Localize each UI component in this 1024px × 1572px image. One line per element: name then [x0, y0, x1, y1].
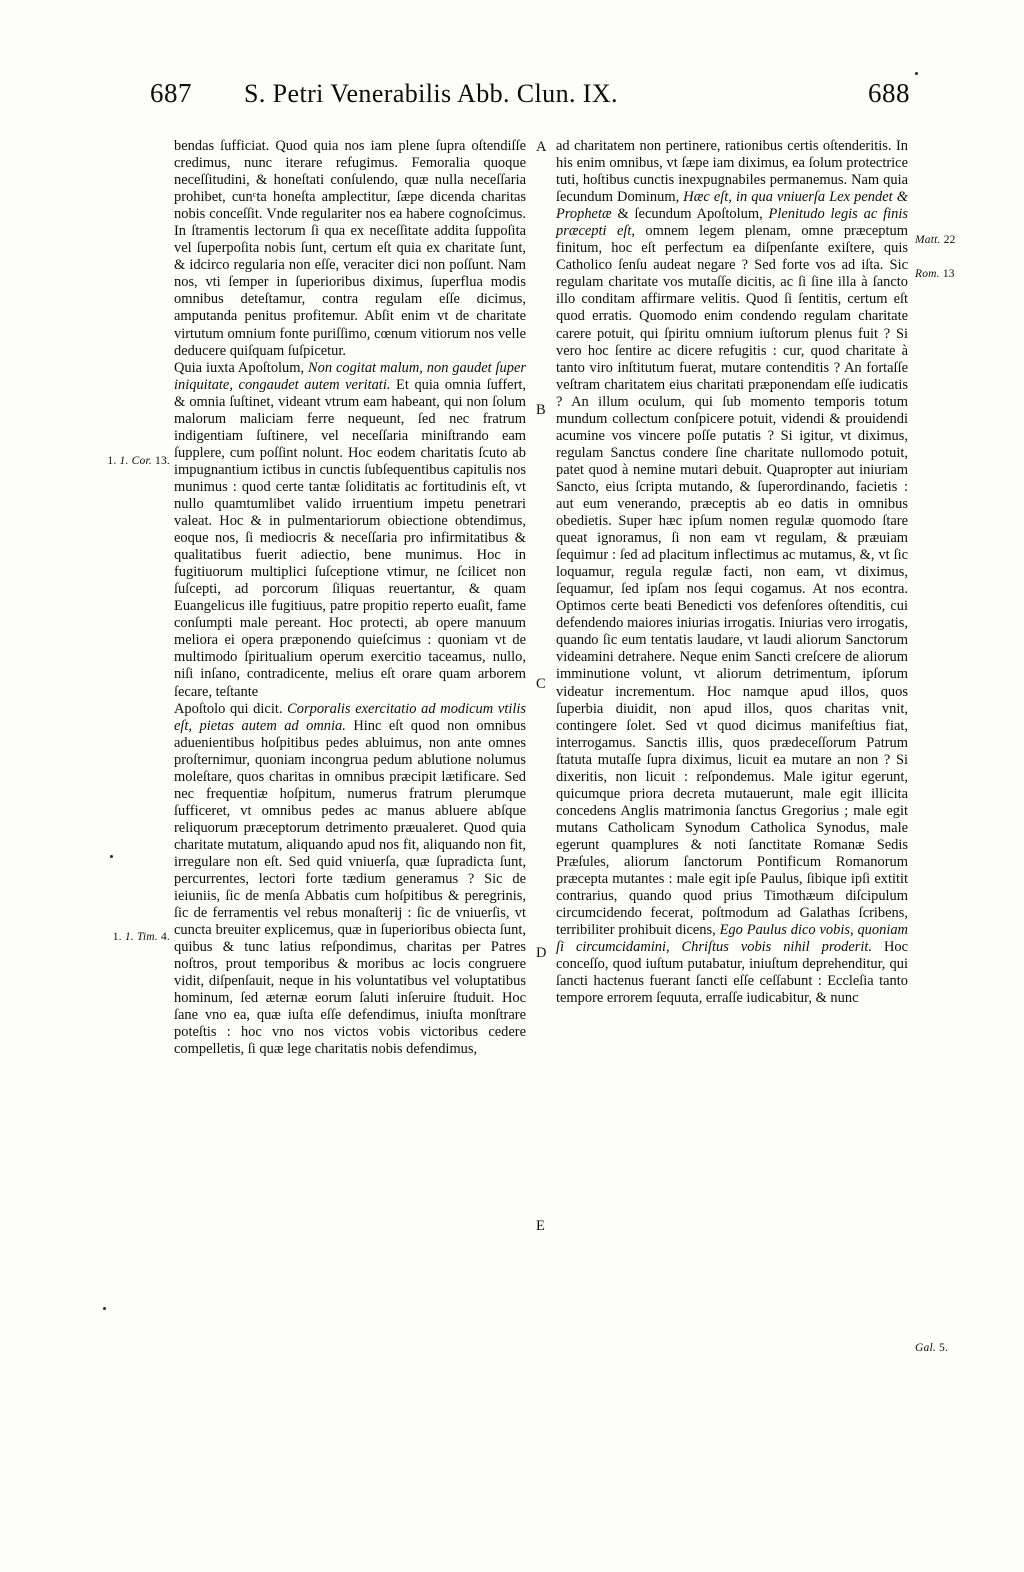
- column-left: [174, 138, 526, 1059]
- margin-note-chapter: 5.: [939, 1342, 949, 1354]
- scripture-quote: Ego Paulus dico vobis, quoniam ſi circumcidamini, Chriſtus vobis nihil proderit.: [556, 922, 908, 956]
- margin-note-1-cor-13: [60, 455, 170, 468]
- paragraph: [174, 360, 526, 701]
- paragraph-text: Hoc conceſſo, quod iuſtum putabatur, iniuſtum deprehenditur, qui ſancti hactenus fuerant ſancti eſſe ceſſabunt : Eccleſia tanto tempore errorem ſequuta, erraſſe iudicabitur, & nunc: [556, 939, 908, 1007]
- paragraph: [174, 701, 526, 1059]
- margin-note-chapter: 22: [943, 234, 956, 246]
- margin-note-book: 1. Cor.: [119, 455, 152, 467]
- page-title: S. Petri Venerabilis Abb. Clun. IX.: [244, 79, 618, 108]
- paragraph-lead: Quia iuxta Apoſtolum,: [174, 359, 308, 376]
- margin-note-rom-13: [915, 268, 1020, 281]
- paragraph: [556, 138, 908, 1007]
- folio-number-left: 687: [150, 78, 192, 108]
- margin-note-book: 1. Tim.: [124, 931, 158, 943]
- column-right: [556, 138, 908, 1007]
- margin-note-chapter: 13.: [155, 455, 170, 467]
- section-marker-b: B: [536, 402, 546, 418]
- margin-note-chapter: 4.: [160, 931, 170, 943]
- section-marker-c: C: [536, 676, 546, 692]
- section-marker-a: A: [536, 139, 547, 155]
- margin-note-1-tim-4: [60, 931, 170, 944]
- section-marker-e: E: [536, 1218, 545, 1234]
- running-head: [150, 78, 910, 120]
- scan-speck: [110, 855, 113, 858]
- scripture-quote: Hæc eſt, in qua vniuerſa Lex pendet & Prophetæ: [556, 189, 908, 223]
- margin-note-matt-22: [915, 234, 1020, 247]
- margin-note-gal-5: [915, 1342, 1020, 1355]
- paragraph-text: Hinc eſt quod non omnibus aduenientibus hoſpitibus pedes abluimus, non ante omnes proſternimur, quoniam incongrua pedum ablutione nolumus moleſtare, quos charitas in omnibus præcipit lætificare. Sed nec frequentiæ hoſpitum, numerus fratrum plerumque ſufficeret, vt omnibus pedes ac manus abluere abſque reliquorum præceptorum detrimento præualeret. Quod quia charitate mutatum, aliquando apud nos fit, aliquando non fit, irregulare non eſt. Sed quid vniuerſa, quæ ſupradicta ſunt, percurrentes, lectori forte tædium generamus ? Sic de ieiuniis, ſic de menſa Abbatis cum hoſpitibus & peregrinis, ſic de ferramentis vel rebus monaſterij : ſic de vniuerſis, vt cuncta breuiter explicemus, quæ in ſuperioribus obiecta ſunt, quibus & tunc latius reſpondimus, charitas per Patres noſtros, prout temporibus & moribus ac locis congruere vidit, diſpenſauit, neque in his voluntatibus vel voluptatibus hominum, ſed æternæ eorum ſaluti inſeruire ſtuduit. Hoc ſane vno ea, quæ iuſta eſſe defendimus, iniuſta monſtrare poteſtis : hoc vno nos victos vobis victoribus cedere compelletis, ſi quæ lege charitatis nobis defendimus,: [174, 717, 526, 1058]
- margin-note-chapter: 13: [942, 268, 955, 280]
- scripture-quote: Corporalis exercitatio ad modicum vtilis eſt, pietas autem ad omnia.: [174, 700, 526, 734]
- margin-note-book: Gal.: [915, 1342, 936, 1354]
- scan-speck: [103, 1307, 106, 1310]
- section-marker-d: D: [536, 945, 547, 961]
- paragraph-lead: Apoſtolo qui dicit.: [174, 700, 288, 717]
- margin-note-ordinal: 1.: [107, 455, 120, 467]
- scripture-quote: Plenitudo legis ac finis præcepti eſt,: [556, 206, 908, 240]
- folio-number-right: 688: [868, 78, 910, 108]
- scripture-quote: Non cogitat malum, non gaudet ſuper iniquitate, congaudet autem veritati.: [174, 359, 526, 393]
- paragraph-text: omnem legem plenam, omne præceptum finitum, hoc eſt perfectum ea diſpenſante exiſtere, quis Catholico ſenſu audeat negare ? Sed forte vos ad iſta. Sic regulam charitate vos mutaſſe dicitis, ac ſi ſine illa à ſancto illo conditam affirmare velitis. Quod ſi ſentitis, certum eſt quod erratis. Quomodo enim condendo regulam charitate carere potuit, qui ſpiritu omnium iuſtorum plenus fuit ? Si vero hoc ſentire ac dicere refugitis : cur, quod charitate à tanto viro inſtitutum fuerat, mutare contenditis ? An fortaſſe veſtram charitatem eius charitati præponendam eſſe iudicatis ? An illum oculum, qui ſub momento temporis totum mundum collectum conſpicere potuit, videndi & prouidendi acumine vos vincere poſſe putatis ? Si igitur, vt diximus, regulam Sanctus condere ſine charitate nullomodo potuit, patet quod à nemine mutari debuit. Quapropter aut iniuriam Sancto, eius ſcripta mutando, & ſuperordinando, facietis : aut eum venerando, præceptis ab eo datis in omnibus obedietis. Super hæc ipſum nomen regulæ quomodo ſtare queat ignoramus, ſi non eam vt regulam, & præuiam ſequimur : ſed ad placitum inflectimus ac mutamus, &, vt ſic loquamur, regula regulæ facti, non eam, vt diximus, ſequamur, ſed ipſam nos ſequi cogamus. At nos econtra. Optimos certe beati Benedicti vos defenſores oſtenditis, cui defendendo maiores iniurias irrogatis. Iniurias vero irrogatis, quando ſic eum tentatis laudare, vt laudi aliorum Sanctorum videamini detrahere. Neque enim Sancti creſcere de aliorum imminutione volunt, vt aliorum detrimentum, ipſorum videatur incrementum. Hoc namque apud illos, quos ſuperbia diuidit, non apud illos, quos charitas vnit, contingere ſolet. Sed vt quod dicimus manifeſtius fiat, interrogamus. Sanctis illis, quos prædeceſſorum Patrum ſtatuta mutaſſe ſupra diximus, licuit ea mutare an non ? Si dixeritis, non licuit : reſpondemus. Male igitur egerunt, quicumque priora decreta mutauerunt, male egit illicita concedens Anglis matrimonia ſanctus Gregorius ; male egit mutans Catholicam Synodum Catholica Synodus, male egerunt quamplures & noti ſanctitate Romanæ Sedis Præſules, aliorum ſanctorum Pontificum Romanorum præcepta mutantes : male egit ipſe Paulus, ſibique ipſi extitit contrarius, quando quod prius Timothæum diſcipulum circumcidendo fecerat, poſtmodum ad Galathas ſcribens, terribiliter prohibuit dicens,: [556, 223, 908, 939]
- margin-note-book: Matt.: [915, 234, 941, 246]
- paragraph: [174, 138, 526, 360]
- paragraph-text: bendas ſufficiat. Quod quia nos iam plene ſupra oſtendiſſe credimus, nunc iterare refugimus. Femoralia quoque neceſſitudini, & honeſtati conſulendo, quæ nulla neceſſaria prohibet, cunᶜta honeſta amplectitur, ſæpe dicenda charitas nobis conceſſit. Vnde regulariter nos ea habere cognoſcimus. In ſtramentis lectorum ſi qua ex neceſſitate addita ſuppoſita vel ſuperpoſita nobis ſunt, certum eſt quia ex charitate ſunt, & idcirco regularia non eſſe, veraciter dici non poſſunt. Nam nos, vti ſemper in ſuperioribus diximus, ſuperflua modis omnibus deteſtamur, contra regulam eſſe dicimus, amputanda penitus profitemur. Abſit enim vt de charitate virtutum omnium fonte puriſſimo, cœnum vitiorum nos velle deducere quiſquam ſuſpicetur.: [174, 138, 526, 359]
- paragraph-text: ad charitatem non pertinere, rationibus certis oſtenderitis. In his enim omnibus, vt ſæpe iam diximus, ea ſolum protectrice tuti, hoſtibus cunctis inexpugnabiles permanemus. Nam quia ſecundum Dominum,: [556, 138, 908, 206]
- paragraph-text: Et quia omnia ſuffert, & omnia ſuſtinet, videant vtrum eam habeant, qui non ſolum malorum maliciam ferre nequeunt, ſed nec fratrum indigentiam ſuſtinere, vel neceſſaria miniſtrando eam ſupplere, cum poſſint nolunt. Hoc eodem charitatis ſcuto ab impugnantium ictibus in cunctis ſubſequentibus capitulis nos munimus : quod certe tantæ ſoliditatis ac fortitudinis eſt, vt nullo quamtumlibet valido irruentium impetu penetrari valeat. Hoc & in pulmentariorum obiectione obtendimus, eoque nos, ſi mediocris & neceſſaria pro infirmitatibus & qualitatibus fuerit adiectio, bene munimus. Hoc in fugitiuorum multiplici ſuſceptione vtimur, ne ſcilicet non ſuſcepti, ad porcorum ſiliquas reuertantur, & quam Euangelicus ille fugitiuus, patre propitio reperto euaſit, fame conſumpti male pereant. Hoc protecti, ab opere manuum meliora ei opera præponendo quieſcimus : quoniam vt de multimodo ſpiritualium operum exercitio taceamus, nullo, niſi inſano, contradicente, melius eſt orare quam arborem ſecare, teſtante: [174, 376, 526, 700]
- paragraph-text: & ſecundum Apoſtolum,: [611, 206, 769, 223]
- margin-note-book: Rom.: [915, 268, 940, 280]
- scan-speck: [915, 72, 918, 75]
- margin-note-ordinal: 1.: [112, 931, 125, 943]
